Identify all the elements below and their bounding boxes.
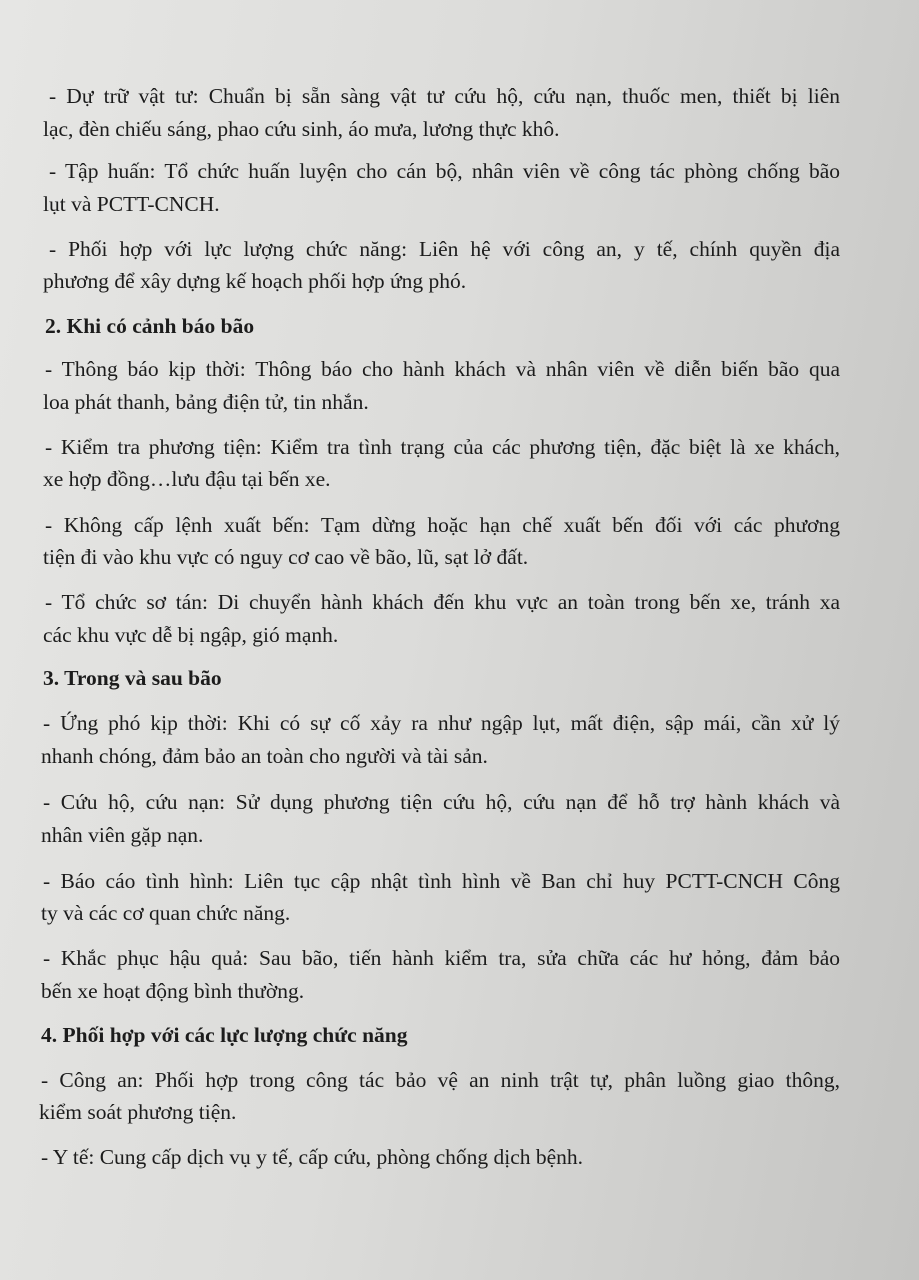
paragraph-line: - Ứng phó kịp thời: Khi có sự cố xảy ra như ngập lụt, mất điện, sập mái, cần xử lý — [43, 711, 840, 735]
paragraph-line: các khu vực dễ bị ngập, gió mạnh. — [43, 623, 339, 647]
paragraph-line: xe hợp đồng…lưu đậu tại bến xe. — [43, 467, 331, 491]
paragraph-line: - Báo cáo tình hình: Liên tục cập nhật tình hình về Ban chỉ huy PCTT-CNCH Công — [43, 869, 840, 893]
paragraph-line: - Y tế: Cung cấp dịch vụ y tế, cấp cứu, phòng chống dịch bệnh. — [41, 1145, 584, 1169]
paragraph-line: - Thông báo kịp thời: Thông báo cho hành khách và nhân viên về diễn biến bão qua — [45, 357, 840, 381]
section-heading-2: 2. Khi có cảnh báo bão — [45, 314, 255, 338]
paragraph-line: nhanh chóng, đảm bảo an toàn cho người và tài sản. — [41, 744, 488, 768]
paragraph-line: ty và các cơ quan chức năng. — [41, 901, 291, 925]
paragraph-line: - Phối hợp với lực lượng chức năng: Liên hệ với công an, y tế, chính quyền địa — [49, 237, 840, 261]
paragraph-line: - Cứu hộ, cứu nạn: Sử dụng phương tiện cứu hộ, cứu nạn để hỗ trợ hành khách và — [43, 790, 840, 814]
paragraph-line: lụt và PCTT-CNCH. — [43, 192, 220, 216]
paragraph-line: - Dự trữ vật tư: Chuẩn bị sẵn sàng vật tư cứu hộ, cứu nạn, thuốc men, thiết bị liên — [49, 84, 840, 108]
paragraph-line: tiện đi vào khu vực có nguy cơ cao về bão, lũ, sạt lở đất. — [43, 545, 529, 569]
section-heading-4: 4. Phối hợp với các lực lượng chức năng — [41, 1023, 408, 1047]
paragraph-line: - Công an: Phối hợp trong công tác bảo vệ an ninh trật tự, phân luồng giao thông, — [41, 1068, 840, 1092]
paragraph-line: bến xe hoạt động bình thường. — [41, 979, 305, 1003]
paragraph-line: loa phát thanh, bảng điện tử, tin nhắn. — [43, 390, 369, 414]
section-heading-3: 3. Trong và sau bão — [43, 666, 222, 690]
paragraph-line: lạc, đèn chiếu sáng, phao cứu sinh, áo mưa, lương thực khô. — [43, 117, 560, 141]
paragraph-line: kiểm soát phương tiện. — [39, 1100, 237, 1124]
paragraph-line: - Không cấp lệnh xuất bến: Tạm dừng hoặc hạn chế xuất bến đối với các phương — [45, 513, 840, 537]
paragraph-line: - Tổ chức sơ tán: Di chuyển hành khách đến khu vực an toàn trong bến xe, tránh xa — [45, 590, 840, 614]
paragraph-line: phương để xây dựng kế hoạch phối hợp ứng phó. — [43, 269, 467, 293]
paragraph-line: - Khắc phục hậu quả: Sau bão, tiến hành kiểm tra, sửa chữa các hư hỏng, đảm bảo — [43, 946, 840, 970]
paragraph-line: - Kiểm tra phương tiện: Kiểm tra tình trạng của các phương tiện, đặc biệt là xe khách, — [45, 435, 840, 459]
paragraph-line: - Tập huấn: Tổ chức huấn luyện cho cán bộ, nhân viên về công tác phòng chống bão — [49, 159, 840, 183]
paragraph-line: nhân viên gặp nạn. — [41, 823, 204, 847]
